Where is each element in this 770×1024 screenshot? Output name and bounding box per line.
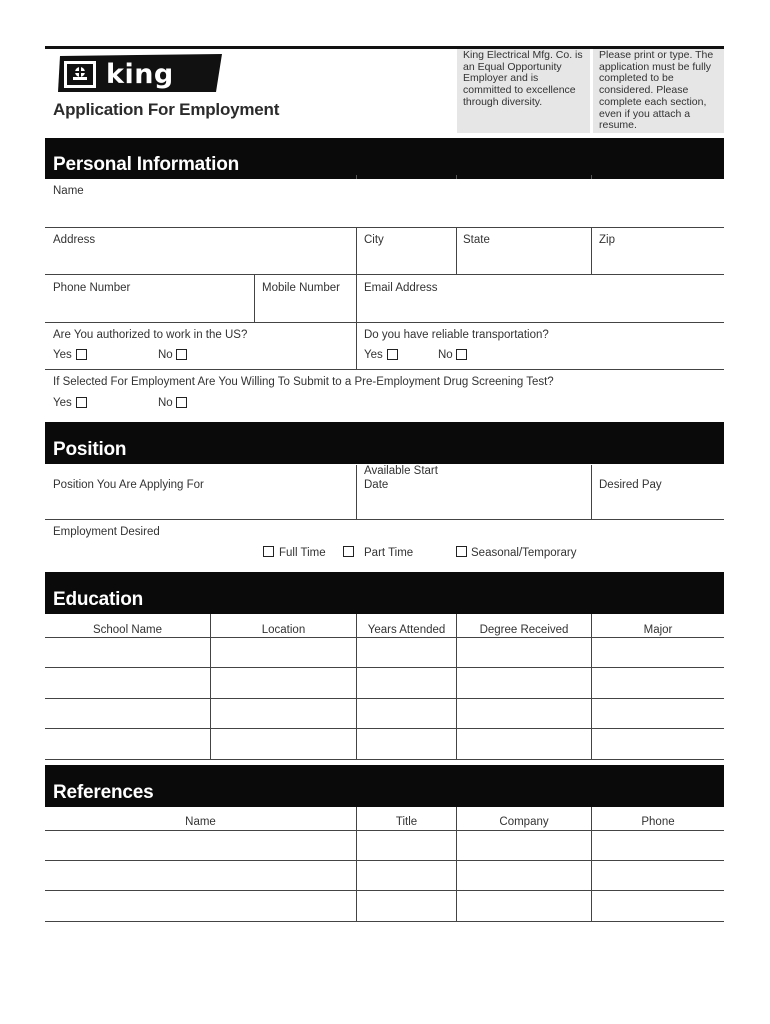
king-logo: [56, 52, 224, 94]
reference-row[interactable]: [45, 831, 724, 860]
phone-field[interactable]: [45, 275, 254, 322]
position-applying-label: Position You Are Applying For: [53, 479, 204, 491]
email-label: Email Address: [364, 282, 438, 294]
phone-label: Phone Number: [53, 282, 131, 294]
section-title: Education: [53, 589, 144, 610]
personal-info-header: [45, 138, 724, 179]
part-time-checkbox[interactable]: [343, 546, 354, 557]
education-row[interactable]: [45, 729, 724, 759]
position-applying-field[interactable]: [45, 465, 356, 519]
mobile-field[interactable]: [255, 275, 356, 322]
section-title: References: [53, 782, 154, 803]
column-header-phone: Phone: [641, 816, 675, 828]
svg-text:king: king: [106, 59, 174, 90]
education-row[interactable]: [45, 638, 724, 667]
column-header-years: Years Attended: [367, 624, 446, 636]
state-label: State: [463, 234, 490, 246]
state-field[interactable]: [457, 228, 591, 274]
desired-pay-label: Desired Pay: [599, 479, 662, 491]
transport-no-checkbox[interactable]: [456, 349, 467, 360]
city-field[interactable]: [357, 228, 456, 274]
employment-desired-label: Employment Desired: [53, 526, 160, 538]
references-header: [45, 765, 724, 807]
yes-label: Yes: [364, 349, 383, 361]
drug-test-no-checkbox[interactable]: [176, 397, 187, 408]
full-time-checkbox[interactable]: [263, 546, 274, 557]
reference-row[interactable]: [45, 891, 724, 921]
instructions-note: Please print or type. The application must be fully completed to be considered. Please complete each section, even if you attach a resume.: [593, 49, 724, 133]
part-time-label: Part Time: [364, 547, 414, 559]
education-row[interactable]: [45, 699, 724, 728]
zip-field[interactable]: [592, 228, 724, 274]
yes-label: Yes: [53, 349, 72, 361]
no-label: No: [158, 349, 173, 361]
column-header-school: School Name: [92, 624, 163, 636]
education-row[interactable]: [45, 668, 724, 698]
start-date-label: Available Start Date: [364, 465, 438, 491]
seasonal-checkbox[interactable]: [456, 546, 467, 557]
authorized-yes-checkbox[interactable]: [76, 349, 87, 360]
column-header-title: Title: [395, 816, 418, 828]
address-label: Address: [53, 234, 96, 246]
authorized-no-checkbox[interactable]: [176, 349, 187, 360]
zip-label: Zip: [599, 234, 615, 246]
page-title: Application For Employment: [53, 100, 280, 119]
column-header-name: Name: [185, 816, 216, 828]
no-label: No: [438, 349, 453, 361]
email-field[interactable]: [357, 275, 724, 322]
section-title: Personal Information: [53, 154, 240, 175]
drug-test-yes-checkbox[interactable]: [76, 397, 87, 408]
position-header: [45, 422, 724, 464]
yes-label: Yes: [53, 397, 72, 409]
section-title: Position: [53, 439, 127, 460]
column-header-location: Location: [261, 624, 306, 636]
work-authorized-question: Are You authorized to work in the US?: [53, 329, 248, 341]
name-field[interactable]: [45, 180, 724, 227]
full-time-label: Full Time: [279, 547, 326, 559]
eeo-note: King Electrical Mfg. Co. is an Equal Opportunity Employer and is committed to excellence through diversity.: [457, 49, 590, 133]
seasonal-label: Seasonal/Temporary: [471, 547, 577, 559]
start-date-field[interactable]: [357, 465, 591, 519]
no-label: No: [158, 397, 173, 409]
address-field[interactable]: [45, 228, 356, 274]
city-label: City: [364, 234, 384, 246]
name-label: Name: [53, 185, 84, 197]
column-header-company: Company: [499, 816, 549, 828]
column-header-major: Major: [643, 624, 673, 636]
mobile-label: Mobile Number: [262, 282, 340, 294]
drug-test-question: If Selected For Employment Are You Willing To Submit to a Pre-Employment Drug Screening Test?: [53, 376, 554, 388]
reference-row[interactable]: [45, 861, 724, 890]
desired-pay-field[interactable]: [592, 465, 724, 519]
education-header: [45, 572, 724, 614]
column-header-degree: Degree Received: [479, 624, 569, 636]
transportation-question: Do you have reliable transportation?: [364, 329, 549, 341]
transport-yes-checkbox[interactable]: [387, 349, 398, 360]
